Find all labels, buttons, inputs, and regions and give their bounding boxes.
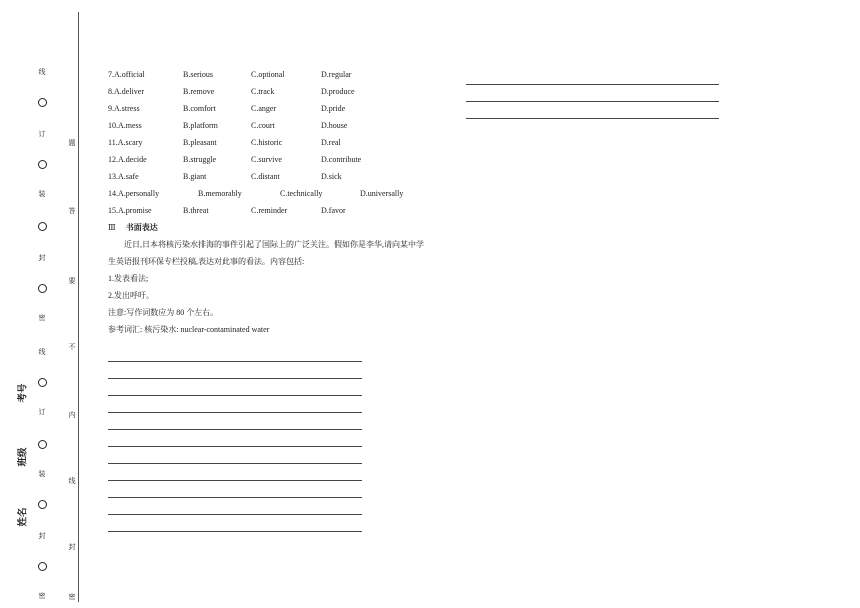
option-d: D.produce — [321, 87, 355, 96]
seal-char: 线 — [38, 68, 46, 76]
prompt-item: 1.发表看法; — [108, 274, 149, 283]
notice-char: 要 — [68, 277, 76, 285]
section-heading — [108, 219, 458, 236]
answer-line[interactable] — [108, 481, 362, 498]
writing-prompt — [108, 236, 458, 338]
question-content — [108, 66, 458, 338]
answer-line[interactable] — [466, 85, 719, 102]
seal-char: 订 — [38, 130, 46, 138]
seal-char: 装 — [38, 190, 46, 198]
right-answer-lines[interactable] — [466, 68, 719, 119]
question-number: 9. — [108, 104, 114, 113]
option-row — [108, 151, 458, 168]
option-c: C.reminder — [251, 206, 288, 215]
option-a-cell — [108, 100, 140, 117]
question-number: 8. — [108, 87, 114, 96]
option-a: A.safe — [118, 172, 139, 181]
option-row — [108, 117, 458, 134]
option-d: D.contribute — [321, 155, 362, 164]
option-b: B.struggle — [183, 155, 217, 164]
option-c: C.anger — [251, 104, 277, 113]
answer-line[interactable] — [108, 379, 362, 396]
option-b: B.memorably — [198, 189, 242, 198]
question-number: 13. — [108, 172, 118, 181]
option-d: D.pride — [321, 104, 346, 113]
notice-char: 答 — [68, 207, 76, 215]
option-row — [108, 168, 458, 185]
option-b: B.remove — [183, 87, 215, 96]
option-a-cell — [108, 168, 139, 185]
answer-line[interactable] — [108, 413, 362, 430]
answer-line[interactable] — [108, 362, 362, 379]
seal-circle — [38, 284, 47, 293]
answer-line[interactable] — [108, 396, 362, 413]
notice-char: 不 — [68, 343, 76, 351]
prompt-item: 2.发出呼吁。 — [108, 291, 154, 300]
answer-line[interactable] — [108, 498, 362, 515]
question-number: 7. — [108, 70, 114, 79]
seal-circle — [38, 500, 47, 509]
option-d: D.favor — [321, 206, 346, 215]
option-row — [108, 83, 458, 100]
option-d: D.regular — [321, 70, 352, 79]
option-a-cell — [108, 185, 159, 202]
binding-rule — [78, 12, 79, 602]
seal-char: 密 — [38, 592, 46, 600]
option-a: A.personally — [118, 189, 160, 198]
question-number: 11. — [108, 138, 118, 147]
option-row — [108, 202, 458, 219]
option-b: B.comfort — [183, 104, 216, 113]
option-a: A.scary — [117, 138, 143, 147]
seal-char: 封 — [38, 532, 46, 540]
option-a-cell — [108, 151, 147, 168]
option-a: A.decide — [118, 155, 147, 164]
seal-circle — [38, 98, 47, 107]
prompt-vocab: 参考词汇: 核污染水: nuclear-contaminated water — [108, 325, 270, 334]
option-row — [108, 134, 458, 151]
exam-number-label: 考号 — [17, 383, 29, 403]
seal-circle — [38, 440, 47, 449]
option-a: A.deliver — [114, 87, 144, 96]
notice-char: 线 — [68, 477, 76, 485]
no-answer-notice-column — [66, 130, 78, 608]
prompt-line: 近日,日本将核污染水排海的事件引起了国际上的广泛关注。假如你是李华,请向某中学 — [124, 240, 424, 249]
seal-char: 密 — [38, 314, 46, 322]
option-c: C.historic — [251, 138, 283, 147]
seal-char: 封 — [38, 254, 46, 262]
option-d: D.house — [321, 121, 348, 130]
prompt-line: 生英语报刊环保专栏投稿,表达对此事的看法。内容包括: — [108, 257, 305, 266]
answer-line[interactable] — [108, 430, 362, 447]
option-c: C.optional — [251, 70, 285, 79]
option-a-cell — [108, 202, 152, 219]
notice-char: 封 — [68, 543, 76, 551]
option-b: B.giant — [183, 172, 207, 181]
name-label: 姓名 — [17, 507, 29, 527]
question-number: 15. — [108, 206, 118, 215]
answer-line[interactable] — [466, 68, 719, 85]
option-b: B.pleasant — [183, 138, 217, 147]
option-row — [108, 185, 458, 202]
answer-line[interactable] — [108, 464, 362, 481]
answer-line[interactable] — [108, 447, 362, 464]
option-list — [108, 66, 458, 219]
option-a: A.stress — [114, 104, 140, 113]
answer-line[interactable] — [108, 345, 362, 362]
question-number: 14. — [108, 189, 118, 198]
notice-char: 密 — [68, 593, 76, 601]
option-a-cell — [108, 117, 142, 134]
option-d: D.universally — [360, 189, 404, 198]
option-c: C.distant — [251, 172, 280, 181]
option-a-cell — [108, 66, 145, 83]
seal-circle — [38, 222, 47, 231]
question-number: 12. — [108, 155, 118, 164]
question-number: 10. — [108, 121, 118, 130]
seal-circle — [38, 160, 47, 169]
seal-circle — [38, 562, 47, 571]
option-c: C.survive — [251, 155, 282, 164]
option-a: A.mess — [118, 121, 142, 130]
option-b: B.platform — [183, 121, 218, 130]
seal-char: 装 — [38, 470, 46, 478]
answer-line[interactable] — [466, 102, 719, 119]
option-a-cell — [108, 83, 144, 100]
notice-char: 内 — [68, 411, 76, 419]
class-label: 班级 — [17, 447, 29, 467]
option-a: A.official — [114, 70, 145, 79]
option-a: A.promise — [118, 206, 152, 215]
section-title: 书面表达 — [125, 223, 158, 232]
option-c: C.track — [251, 87, 275, 96]
option-c: C.court — [251, 121, 275, 130]
section-number: Ⅲ — [108, 223, 116, 232]
notice-char: 题 — [68, 139, 76, 147]
option-row — [108, 100, 458, 117]
option-a-cell — [108, 134, 142, 151]
option-d: D.real — [321, 138, 341, 147]
option-b: B.serious — [183, 70, 213, 79]
option-b: B.threat — [183, 206, 209, 215]
option-d: D.sick — [321, 172, 342, 181]
answer-lines[interactable] — [108, 345, 362, 532]
option-row — [108, 66, 458, 83]
seal-column — [34, 60, 50, 608]
prompt-note: 注意:写作词数应为 80 个左右。 — [108, 308, 219, 317]
seal-char: 线 — [38, 348, 46, 356]
seal-circle — [38, 378, 47, 387]
option-c: C.technically — [280, 189, 323, 198]
answer-line[interactable] — [108, 515, 362, 532]
seal-char: 订 — [38, 408, 46, 416]
